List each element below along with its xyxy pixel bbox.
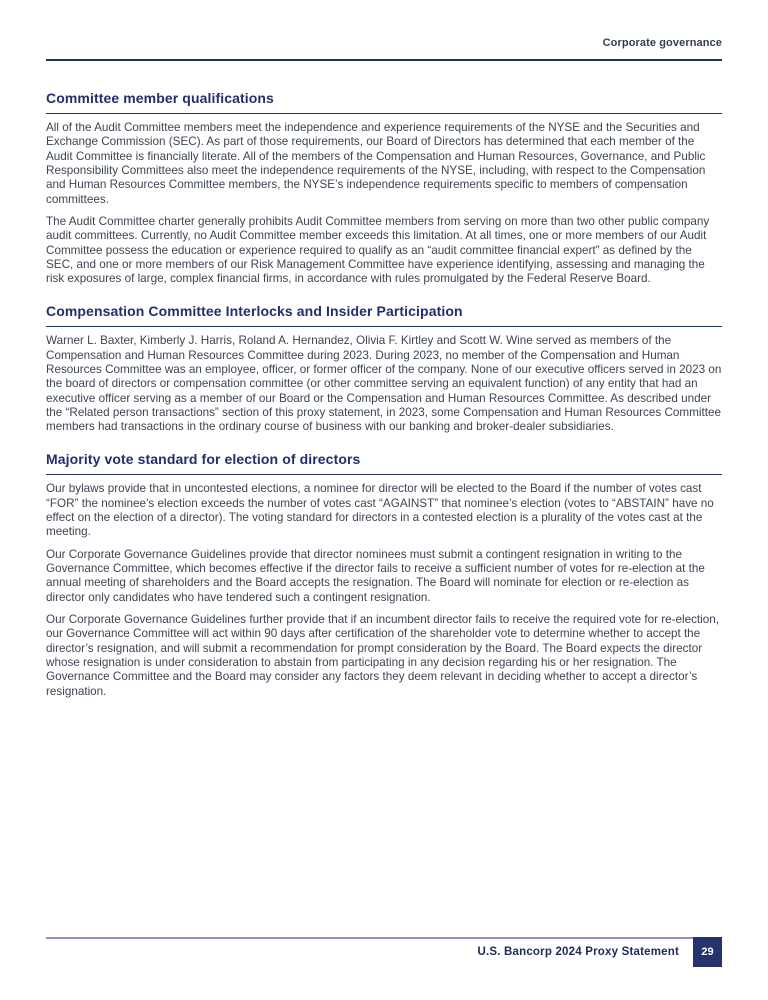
section-heading-rule [46, 474, 722, 476]
section-heading-rule [46, 326, 722, 328]
section-heading-committee-member-qualifications: Committee member qualifications [46, 89, 274, 106]
paragraph-contingent-resignation: Our Corporate Governance Guidelines provide that director nominees must submit a contingent resignation in writing to the Governance Committee, which becomes effective if the director fails to receive a sufficient number of votes for re-election at the annual meeting of shareholders and the Board accepts the resignation. The Board will nominate for election or re-election as director only candidates who have tendered such a contingent resignation. [46, 547, 705, 604]
running-header-rule [46, 59, 722, 61]
paragraph-bylaws-uncontested-elections: Our bylaws provide that in uncontested elections, a nominee for director will be elected to the Board if the number of votes cast “FOR” the nominee’s election exceeds the number of votes cast “AGAINST” that nominee’s election (votes to “ABSTAIN” have no effect on the election of a director). The voting standard for directors in a contested election is a plurality of the votes cast at the meeting. [46, 482, 714, 539]
section-heading-majority-vote-standard: Majority vote standard for election of directors [46, 450, 361, 467]
page-number-badge: 29 [693, 937, 722, 967]
running-header-label: Corporate governance [602, 37, 722, 49]
section-heading-rule [46, 113, 722, 115]
paragraph-interlocks-members: Warner L. Baxter, Kimberly J. Harris, Roland A. Hernandez, Olivia F. Kirtley and Scott W. Wine served as members of the Compensation and Human Resources Committee during 2023. During 2023, no member of the Compensation and Human Resources Committee was an employee, officer, or former officer of the company. None of our executive officers served in 2023 on the board of directors or compensation committee (or other committee serving an equivalent function) of any entity that had an executive officer serving as a member of our Board or the Compensation and Human Resources Committee. As described under the “Related person transactions” section of this proxy statement, in 2023, some Compensation and Human Resources Committee members had transactions in the ordinary course of business with our banking and broker-dealer subsidiaries. [46, 334, 722, 434]
footer-document-title: U.S. Bancorp 2024 Proxy Statement [477, 946, 679, 958]
paragraph-incumbent-director-resignation: Our Corporate Governance Guidelines further provide that if an incumbent director fails to receive the required vote for re-election, our Governance Committee will act within 90 days after certification of the shareholder vote to determine whether to accept the director’s resignation, and will submit a recommendation for prompt consideration by the Board. The Board expects the director whose resignation is under consideration to abstain from participating in any decision regarding his or her resignation. The Governance Committee and the Board may consider any factors they deem relevant in deciding whether to accept a director’s resignation. [46, 612, 720, 698]
paragraph-audit-independence: All of the Audit Committee members meet the independence and experience requirements of the NYSE and the Securities and Exchange Commission (SEC). As part of those requirements, our Board of Directors has determined that each member of the Audit Committee is financially literate. All of the members of the Compensation and Human Resources, Governance, and Public Responsibility Committees also meet the independence requirements of the NYSE, including, with respect to the Compensation and Human Resources Committee members, the NYSE’s independence requirements specific to members of compensation committees. [46, 121, 706, 206]
paragraph-audit-charter: The Audit Committee charter generally prohibits Audit Committee members from serving on more than two other public company audit committees. Currently, no Audit Committee member exceeds this limitation. At all times, one or more members of our Audit Committee possess the education or experience required to qualify as an “audit committee financial expert” as defined by the SEC, and one or more members of our Risk Management Committee have experience identifying, assessing and managing the risk exposures of large, complex financial firms, in accordance with rules promulgated by the Federal Reserve Board. [46, 215, 710, 286]
section-heading-compensation-committee-interlocks: Compensation Committee Interlocks and Insider Participation [46, 302, 463, 319]
